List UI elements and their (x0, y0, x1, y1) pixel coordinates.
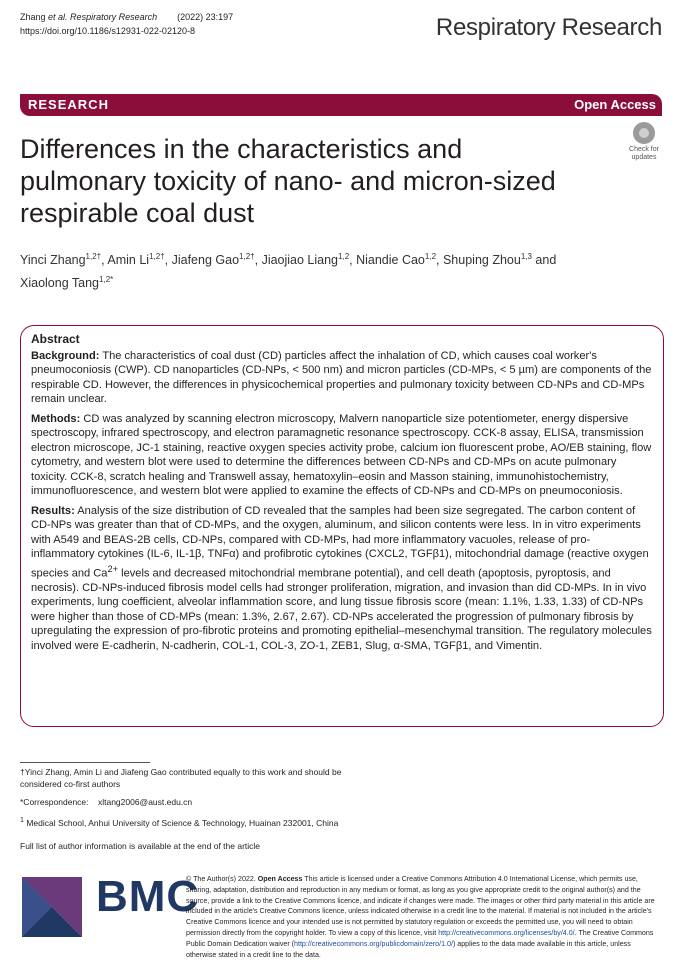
author: Shuping Zhou$^{1,3}$ (442, 252, 532, 268)
footnote-affiliation: $^1$ Medical School, Anhui University of Science & Technology, Huainan 232001, China (20, 816, 339, 828)
header-year-volume: (2022) 23:197 (177, 12, 234, 22)
open-access-label: Open Access (574, 97, 656, 112)
license-link[interactable]: http://creativecommons.org/licenses/by/4.0/ (438, 928, 575, 937)
title-line-2: pulmonary toxicity of nano- and micron-sized (20, 166, 556, 196)
running-header (20, 10, 233, 38)
check-for-updates-button[interactable] (624, 122, 664, 160)
author-list: Yinci Zhang$^{1,2\dagger}$, Amin $Li^{1,2\dagger}$, Jiafeng Gao$^{1,2\dagger}$, Jiaojiao Liang$^{1,2}$, Niandie Cao$^{1,2}$, Shuping Zhou$^{1,3}$ and Xiaolong Tang$^{1,2*}$ (20, 252, 557, 291)
public-domain-link[interactable]: http://creativecommons.org/publicdomain/zero/1.0/ (294, 939, 453, 948)
author: Jiaojiao Liang$^{1,2}$ (261, 252, 350, 268)
footnote-equal-contribution: †Yinci Zhang, Amin Li and Jiafeng Gao contributed equally to this work and should be considered co-first authors (20, 767, 342, 789)
abstract-heading: Abstract (31, 332, 80, 346)
author: Niandie Cao$^{1,2}$ (356, 252, 437, 268)
header-journal: et al. Respiratory Research (48, 12, 158, 22)
title-line-3: respirable coal dust (20, 198, 255, 228)
author: Jiafeng Gao$^{1,2\dagger}$ (171, 252, 255, 268)
journal-name: Respiratory Research (435, 14, 662, 41)
bmc-logo-icon (22, 877, 82, 937)
check-updates-line2: updates (631, 154, 657, 161)
footnote-correspondence: *Correspondence: xltang2006@aust.edu.cn (20, 797, 193, 807)
author: Amin $Li^{1,2\dagger}$ (107, 252, 165, 268)
section-banner (20, 94, 662, 116)
article-title (20, 133, 620, 229)
check-updates-icon (633, 122, 655, 144)
footnote-rule (20, 762, 150, 763)
footnote-full-list: Full list of author information is available at the end of the article (20, 841, 261, 851)
license-text: © The Author(s) 2022. Open Access This article is licensed under a Creative Commons Attribution 4.0 International License, which permits use, sharing, adaptation, distribution and reproduction in any medium or format, as long as you give appropriate credit to the original author(s) and the source, provide a link to the Creative Commons licence, and indicate if changes were made. The images or other third party material in this article are included in the article's Creative Commons licence, unless indicated otherwise in a credit line to the material. If material is not included in the article's Creative Commons licence and your intended use is not permitted by statutory regulation or exceeds the permitted use, you will need to obtain permission directly from the copyright holder. To view a copy of this licence, visit http://creativecommons.org/licenses/by/4.0/. The Creative Commons Public Domain Dedication waiver (http://creativecommons.org/publicdomain/zero/1.0/) applies to the data made available in this article, unless otherwise stated in a credit line to the data. (186, 875, 655, 959)
author: Xiaolong Tang$^{1,2*}$ (20, 275, 114, 291)
title-line-1: Differences in the characteristics and (20, 134, 463, 164)
section-label: RESEARCH (28, 97, 109, 112)
abstract-background: Background: The characteristics of coal dust (CD) particles affect the inhalation of CD, which causes coal worker's pneumoconiosis (CWP). CD nanoparticles (CD-NPs, < 500 nm) and micron particles (CD-MPs, < 5 µm) are components of the respirable CD. However, the differences in physicochemical properties and pulmonary toxicity between CD-NPs and CD-MPs remain unclear. (31, 349, 652, 405)
abstract-methods: Methods: CD was analyzed by scanning electron microscopy, Malvern nanoparticle size potentiometer, energy dispersive spectroscopy, infrared spectroscopy, and electron paramagnetic resonance spectroscopy. CCK-8 assay, ELISA, transmission electron microscope, JC-1 staining, reactive oxygen species activity probe, calcium ion fluorescent probe, AO/EB staining, flow cytometry, and western blot were used to determine the differences between CD-NPs and CD-MPs on acute pulmonary toxicity. CCK-8, scratch healing and Transwell assay, hematoxylin–eosin and Masson staining, immunohistochemistry, immunofluorescence, and western blot were applied to examine the effects of CD-NPs and CD-MPs on pneumoconiosis. (31, 412, 652, 497)
correspondence-email[interactable]: xltang2006@aust.edu.cn (97, 797, 193, 807)
bmc-logo-text: BMC (96, 872, 200, 921)
header-author: Zhang (20, 12, 46, 22)
author: Yinci Zhang$^{1,2\dagger}$ (20, 252, 102, 268)
abstract-results: Results: Analysis of the size distribution of CD revealed that the samples had been size segregated. The carbon content of CD-NPs was greater than that of CD-MPs, and the oxygen, aluminum, and silicon contents were less. In in vitro experiments with A549 and BEAS-2B cells, CD-NPs, compared with CD-MPs, had more inflammatory vacuoles, release of pro-inflammatory cytokines (IL-6, IL-1β, TNFα) and profibrotic cytokines (CXCL2, TGFβ1), mitochondrial damage (reactive oxygen species and $Ca^{2+}$ levels and decreased mitochondrial membrane potential), and cell death (apoptosis, pyroptosis, and necrosis). CD-NPs-induced fibrosis model cells had stronger proliferation, migration, and invasion than did CD-MPs. In in vivo experiments, lung coefficient, alveolar inflammation score, and lung tissue fibrosis score (mean: 1.1%, 1.33, 1.33) of CD-NPs were higher than those of CD-MPs (mean: 1.3%, 2.67, 2.67). CD-NPs accelerated the progression of pulmonary fibrosis by upregulating the expression of pro-fibrotic proteins and promoting epithelial–mesenchymal transition. The regulatory molecules involved were E-cadherin, N-cadherin, COL-1, COL-3, ZO-1, ZEB1, Slug, α-SMA, TGFβ1, and Vimentin. (31, 504, 652, 652)
header-doi[interactable]: https://doi.org/10.1186/s12931-022-02120-8 (20, 26, 195, 36)
check-updates-line1: Check for (629, 146, 659, 153)
abstract-box (20, 325, 664, 727)
